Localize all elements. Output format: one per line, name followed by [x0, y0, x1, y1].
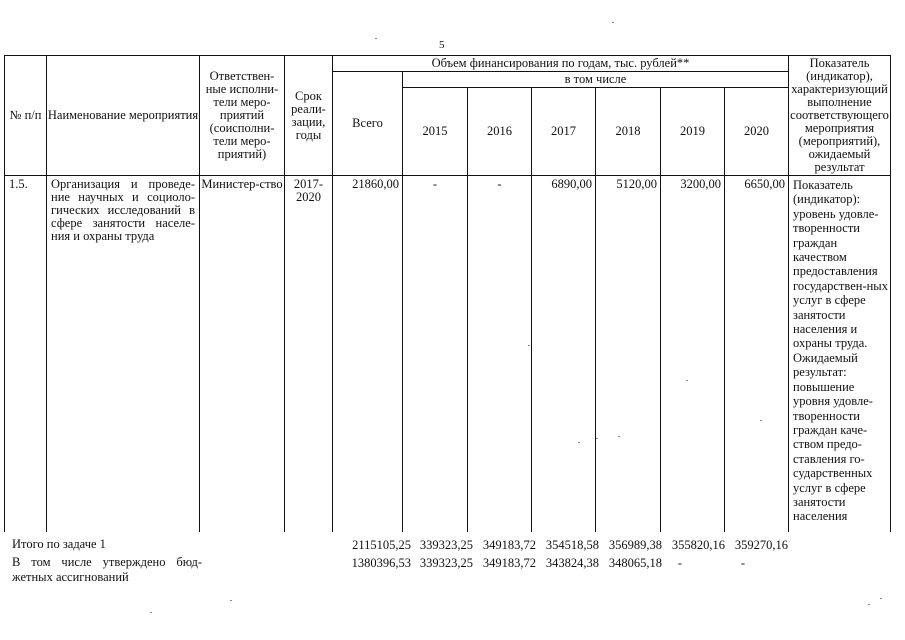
table-row — [5, 176, 891, 532]
approved-row — [12, 554, 802, 588]
approved-value: 339323,25 — [419, 556, 473, 570]
header-num: № п/п — [5, 56, 47, 176]
header-including: в том числе — [403, 72, 789, 88]
approved-value: 348065,18 — [608, 556, 662, 570]
header-year: 2015 — [403, 88, 468, 176]
header-year: 2020 — [725, 88, 789, 176]
header-year: 2017 — [532, 88, 596, 176]
row-value: 6650,00 — [725, 176, 789, 532]
header-year: 2018 — [596, 88, 661, 176]
page-number: 5 — [439, 39, 445, 51]
approved-value: - — [740, 556, 746, 570]
approved-total: 1380396,53 — [351, 556, 411, 570]
row-value: 5120,00 — [596, 176, 661, 532]
header-responsible: Ответствен-ные исполни-тели меро-приятий (соисполни-тели меро-приятий) — [200, 56, 285, 176]
totals-value: 339323,25 — [419, 538, 473, 552]
header-term: Срок реали-зации, годы — [285, 56, 333, 176]
totals-value: 356989,38 — [608, 538, 662, 552]
totals-value: 355820,16 — [671, 538, 725, 552]
totals-value: 354518,58 — [545, 538, 599, 552]
totals-value: 349183,72 — [482, 538, 536, 552]
row-total: 21860,00 — [333, 176, 403, 532]
row-responsible: Министер-ство — [200, 176, 285, 532]
totals-row — [12, 536, 802, 556]
totals-total: 2115105,25 — [352, 538, 411, 552]
row-indicator: Показатель (индикатор): уровень удовле-творенности граждан качеством предоставления государствен-ных услуг в сфере занятости населения и охраны труда. Ожидаемый результат: повышение уровня удовле-творенности граждан каче-ством предо-ставления го-сударственных услуг в сфере занятости населения — [789, 176, 891, 532]
header-year: 2016 — [468, 88, 532, 176]
row-value: 3200,00 — [661, 176, 725, 532]
approved-value: - — [677, 556, 683, 570]
header-indicator: Показатель (индикатор), характеризующий выполнение соответствующего мероприятия (мероприятий), ожидаемый результат — [790, 56, 889, 174]
funding-table — [4, 55, 891, 532]
row-num: 1.5. — [5, 176, 47, 532]
totals-value: 359270,16 — [734, 538, 788, 552]
header-name: Наименование мероприятия — [47, 56, 200, 176]
approved-label-line1: В том числе утверждено бюд- — [12, 555, 202, 569]
row-value: - — [403, 176, 468, 532]
header-funding: Объем финансирования по годам, тыс. рублей** — [333, 56, 789, 72]
approved-label-line2: жетных ассигнований — [12, 570, 129, 584]
header-year: 2019 — [661, 88, 725, 176]
header-total: Всего — [333, 72, 403, 176]
row-name: Организация и проведе-ние научных и социоло-гических исследований в сфере занятости населе-ния и охраны труда — [47, 176, 200, 532]
row-value: - — [468, 176, 532, 532]
row-value: 6890,00 — [532, 176, 596, 532]
approved-value: 343824,38 — [545, 556, 599, 570]
approved-value: 349183,72 — [482, 556, 536, 570]
row-term: 2017-2020 — [285, 176, 333, 532]
totals-label: Итого по задаче 1 — [12, 537, 106, 551]
